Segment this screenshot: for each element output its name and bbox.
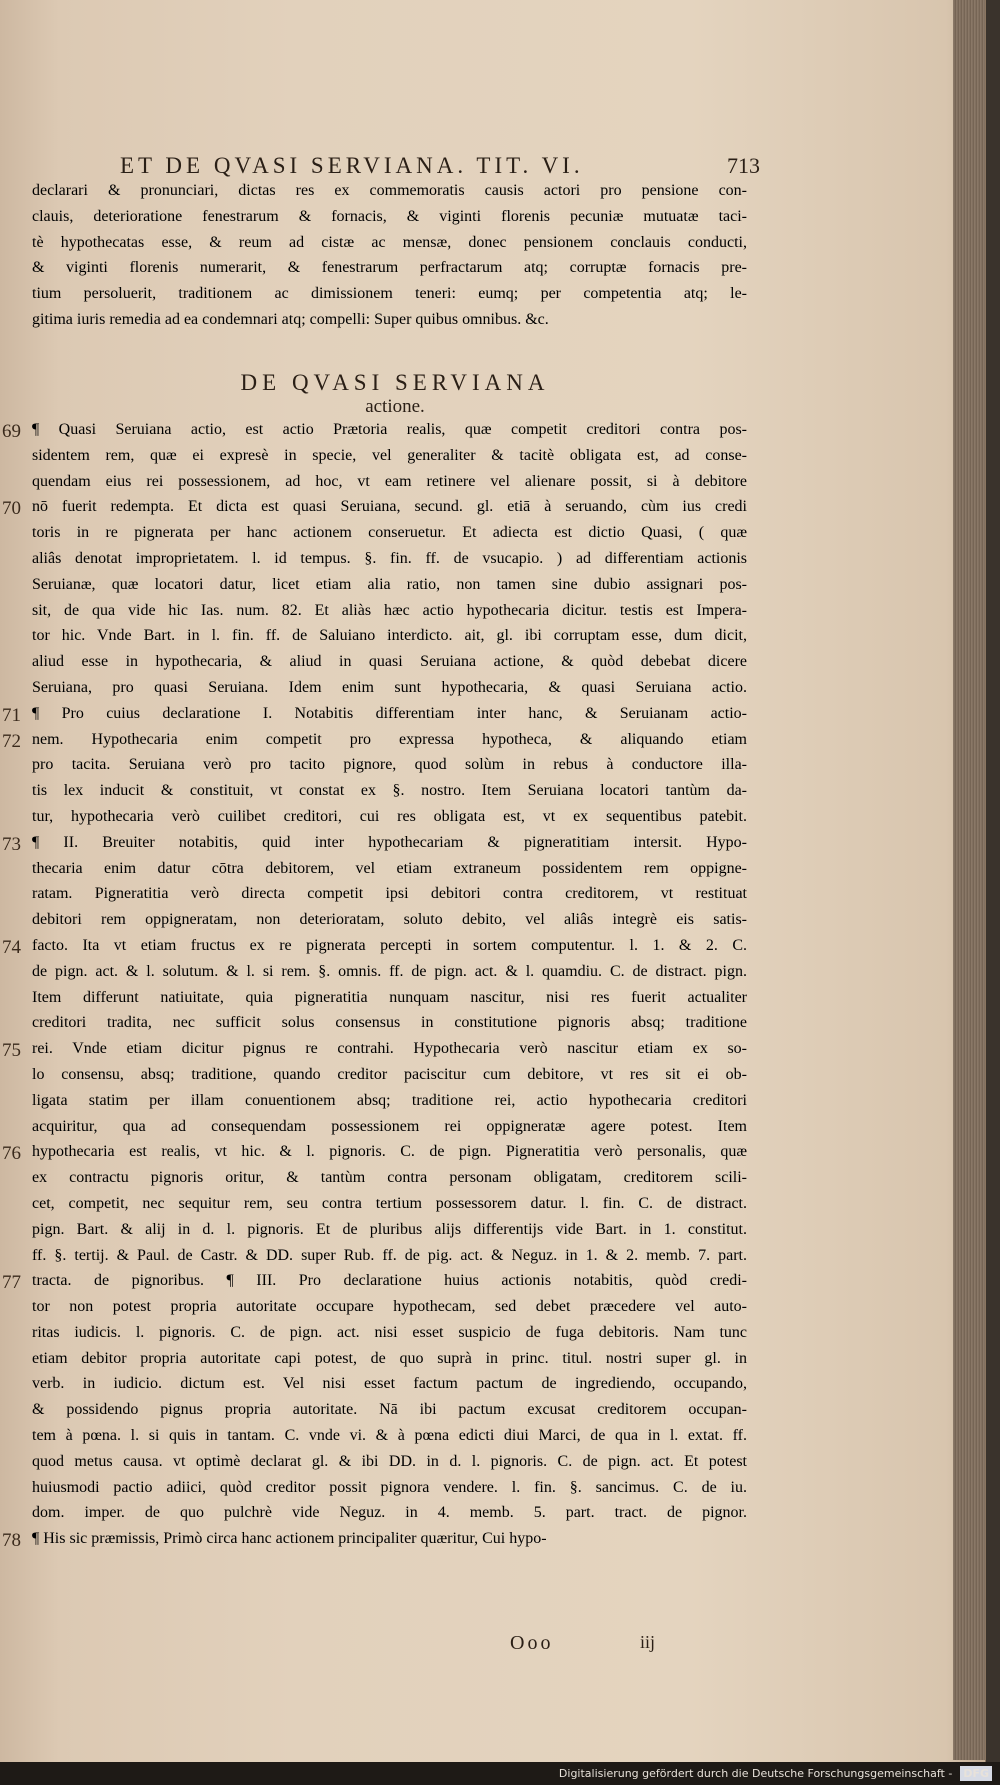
text-line: & viginti florenis numerarit, & fenestrarum perfractarum atq; corruptæ fornacis pre- [32,259,747,277]
text-line: tracta. de pignoribus. ¶ III. Pro declaratione huius actionis notabitis, quòd credi- [32,1272,747,1290]
text-line: ligata statim per illam conuentionem absq; traditione rei, actio hypothecaria creditori [32,1091,747,1109]
text-line: nem. Hypothecaria enim competit pro expressa hypotheca, & aliquando etiam [32,730,747,748]
text-line: ritas iudicis. l. pignoris. C. de pign. act. nisi esset suspicio de fuga debitoris. Nam tunc [32,1323,747,1341]
text-line: aliud esse in hypothecaria, & aliud in quasi Seruiana actione, & quòd debebat dicere [32,653,747,671]
digitization-footer [0,1762,1000,1785]
text-line: ratam. Pigneratitia verò directa competit ipsi debitori contra creditorem, vt restituat [32,885,747,903]
running-head [120,153,760,179]
text-line: quod metus causa. vt optimè declarat gl. & ibi DD. in d. l. pignoris. C. de pign. act. Et potest [32,1452,747,1470]
text-line: Seruiana, pro quasi Seruiana. Idem enim sunt hypothecaria, & quasi Seruiana actio. [32,678,747,696]
text-line: nō fuerit redempta. Et dicta est quasi Seruiana, secund. gl. etiā à seruando, cùm ius credi [32,498,747,516]
text-line: pign. Bart. & alij in d. l. pignoris. Et de pluribus alijs differentijs vide Bart. in 1. constitut. [32,1220,747,1238]
margin-number: 71 [2,704,21,726]
text-line: hypothecaria est realis, vt hic. & l. pignoris. C. de pign. Pigneratitia verò personalis, quæ [32,1143,747,1161]
page-number: 713 [727,153,760,178]
text-line: pro tacita. Seruiana verò pro tacito pignore, quod solùm in rebus à conductore illa- [32,756,747,774]
dfg-logo-icon: DFG [960,1766,992,1781]
text-line: verb. in iudicio. dictum est. Vel nisi esset factum pactum de ingrediendo, occupando, [32,1375,747,1393]
text-line: tor hic. Vnde Bart. in l. fin. ff. de Saluiano interdicto. ait, gl. ibi corruptam esse, dum dicit, [32,627,747,645]
margin-number: 76 [2,1143,21,1165]
text-line: debitori rem oppigneratam, non deterioratam, soluto debito, vel aliâs integrè eis satis- [32,911,747,929]
text-line: tè hypothecatas esse, & reum ad cistæ ac mensæ, donec pensionem conclauis conducti, [32,233,747,251]
text-line: huiusmodi pactio adiici, quòd creditor possit pignora vendere. l. fin. §. sancimus. C. de iu. [32,1478,747,1496]
text-line: tis lex inducit & constituit, vt constat ex §. nostro. Item Seruiana locatori tantùm da- [32,782,747,800]
margin-number: 70 [2,498,21,520]
text-line: tium persoluerit, traditionem ac dimissionem teneri: eumq; per competentia atq; le- [32,285,747,303]
running-head-title: ET DE QVASI SERVIANA. TIT. VI. [120,153,584,178]
footer-text: Digitalisierung gefördert durch die Deutsche Forschungsgemeinschaft - [558,1767,953,1780]
margin-number: 72 [2,730,21,752]
text-line: acquiritur, qua ad consequendam possessionem rei oppigneratæ agere potest. Item [32,1117,747,1135]
text-line: tem à pœna. l. si quis in tantam. C. vnde vi. & à pœna edicti diui Marci, de qua in l. extat. ff. [32,1427,747,1445]
text-line: sidentem rem, quæ ei expresè in specie, vel generaliter & tacitè obligata est, ad conse- [32,446,747,464]
text-line: tur, hypothecaria verò cuilibet creditori, cui res obligata est, vt ex sequentibus patebit. [32,807,747,825]
text-line: rei. Vnde etiam dicitur pignus re contrahi. Hypothecaria verò nascitur etiam ex so- [32,1040,747,1058]
text-line: sit, de qua vide hic Ias. num. 82. Et aliàs hæc actio hypothecaria dicitur. testis est Impera- [32,601,747,619]
text-line: ¶ II. Breuiter notabitis, quid inter hypothecariam & pigneratitiam intersit. Hypo- [32,833,747,851]
text-line: ¶ Quasi Seruiana actio, est actio Prætoria realis, quæ competit creditori contra pos- [32,421,747,438]
margin-number: 78 [2,1530,21,1552]
margin-number: 73 [2,833,21,855]
text-line: & possidendo pignus propria autoritate. Nā ibi pactum excusat creditorem occupan- [32,1401,747,1419]
text-line: ff. §. tertij. & Paul. de Castr. & DD. super Rub. ff. de pig. act. & Neguz. in 1. & 2. memb. 7. part. [32,1246,747,1264]
text-line: de pign. act. & l. solutum. & l. si rem. §. omnis. ff. de pign. act. & l. quamdiu. C. de distract. pign. [32,962,747,980]
text-line: ex contractu pignoris oritur, & tantùm contra personam obligatam, creditorem scili- [32,1169,747,1187]
margin-number: 75 [2,1040,21,1062]
text-line: quendam eius rei possessionem, ad hoc, vt eam retinere vel alienare possit, si à debitore [32,472,747,490]
section-title: DE QVASI SERVIANA [240,370,550,395]
text-line: clauis, deterioratione fenestrarum & fornacis, & viginti florenis pecuniæ mutuatæ taci- [32,207,747,225]
text-line: dom. imper. de quo pulchrè vide Neguz. in 4. memb. 5. part. tract. de pignor. [32,1504,747,1522]
margin-number: 69 [2,421,21,442]
text-line: cet, competit, nec sequitur rem, seu contra tertium possessorem datur. l. fin. C. de distract. [32,1194,747,1212]
body-text [32,421,747,1556]
page-edges [953,0,985,1760]
text-line: creditori tradita, nec sufficit solus consensus in constitutione pignoris absq; traditione [32,1014,747,1032]
text-line: lo consensu, absq; traditione, quando creditor paciscitur cum debitore, vt res sit ei ob- [32,1065,747,1083]
text-line: tor non potest propria autoritate occupare hypothecam, sed debet præcedere vel auto- [32,1298,747,1316]
margin-number: 74 [2,937,21,958]
text-line: aliâs denotat improprietatem. l. id tempus. §. fin. ff. de vsucapio. ) ad differentiam actionis [32,549,747,567]
text-line: toris in re pignerata per hanc actionem conseruetur. Et adiecta est dictio Quasi, ( quæ [32,524,747,542]
text-line: etiam debitor propria autoritate capi potest, de quo suprà in princ. titul. nostri super gl. in [32,1349,747,1367]
text-line: Item differunt natiuitate, quia pigneratitia nunquam nascitur, nisi res fuerit actualiter [32,988,747,1006]
signature-mark: Ooo [510,1632,554,1654]
text-line: declarari & pronunciari, dictas res ex commemoratis causis actori pro pensione con- [32,182,747,199]
text-line: thecaria enim datur cōtra debitorem, vel etiam extraneum possidentem rem oppigne- [32,859,747,877]
signature-number: iij [640,1632,656,1652]
text-line: gitima iuris remedia ad ea condemnari atq; compelli: Super quibus omnibus. &c. [32,310,549,328]
intro-paragraph [32,182,747,337]
margin-number: 77 [2,1272,21,1294]
text-line: ¶ His sic præmissis, Primò circa hanc actionem principaliter quæritur, Cui hypo- [32,1530,547,1548]
section-subtitle: actione. [365,396,425,417]
text-line: ¶ Pro cuius declaratione I. Notabitis differentiam inter hanc, & Seruianam actio- [32,704,747,722]
text-line: facto. Ita vt etiam fructus ex re pignerata percepti in sortem computentur. l. 1. & 2. C. [32,936,747,954]
text-line: Seruianæ, quæ locatori datur, licet etiam alia ratio, non tamen sine dubio assignari pos- [32,575,747,593]
